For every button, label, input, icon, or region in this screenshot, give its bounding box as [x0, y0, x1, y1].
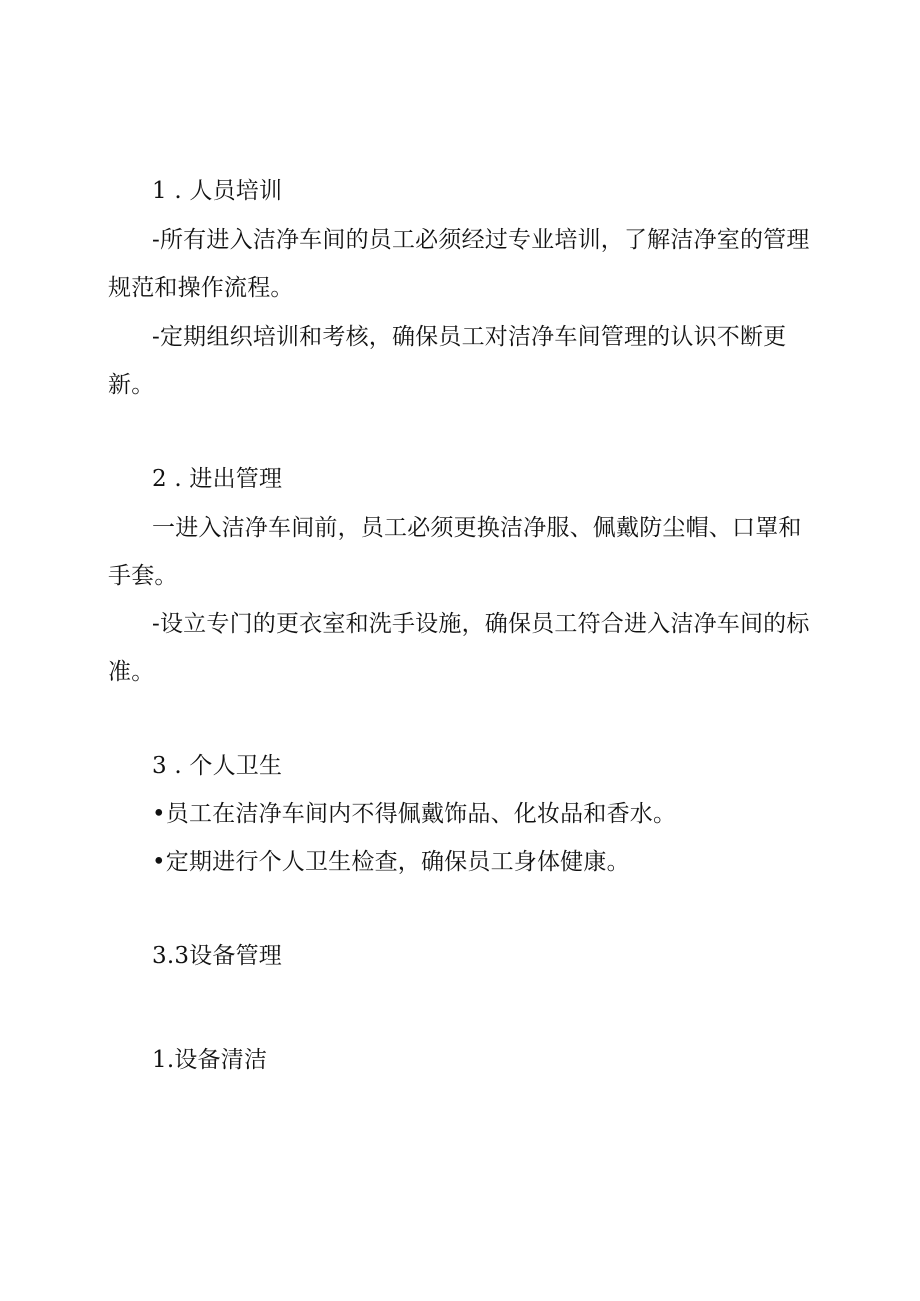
paragraph-line: 一进入洁净车间前，员工必须更换洁净服、佩戴防尘帽、口罩和 [152, 515, 802, 541]
subsection-heading-equipment-management: 3.3设备管理 [152, 943, 282, 969]
paragraph-line: -设立专门的更衣室和洗手设施，确保员工符合进入洁净车间的标 [152, 611, 810, 637]
paragraph-line: 新。 [108, 372, 155, 398]
section-heading-personal-hygiene: 3 . 个人卫生 [152, 753, 283, 779]
item-heading-equipment-cleaning: 1.设备清洁 [152, 1047, 268, 1073]
bullet-item: •员工在洁净车间内不得佩戴饰品、化妆品和香水。 [152, 801, 677, 827]
paragraph-line: 手套。 [108, 563, 178, 589]
paragraph-line: 准。 [108, 659, 155, 685]
paragraph-line: -定期组织培训和考核，确保员工对洁净车间管理的认识不断更 [152, 324, 787, 350]
section-heading-personnel-training: 1 . 人员培训 [152, 178, 283, 204]
paragraph-line: 规范和操作流程。 [108, 275, 294, 301]
paragraph-line: -所有进入洁净车间的员工必须经过专业培训，了解洁净室的管理 [152, 227, 810, 253]
bullet-item: •定期进行个人卫生检查，确保员工身体健康。 [152, 849, 630, 875]
section-heading-entry-exit: 2 . 进出管理 [152, 466, 283, 492]
